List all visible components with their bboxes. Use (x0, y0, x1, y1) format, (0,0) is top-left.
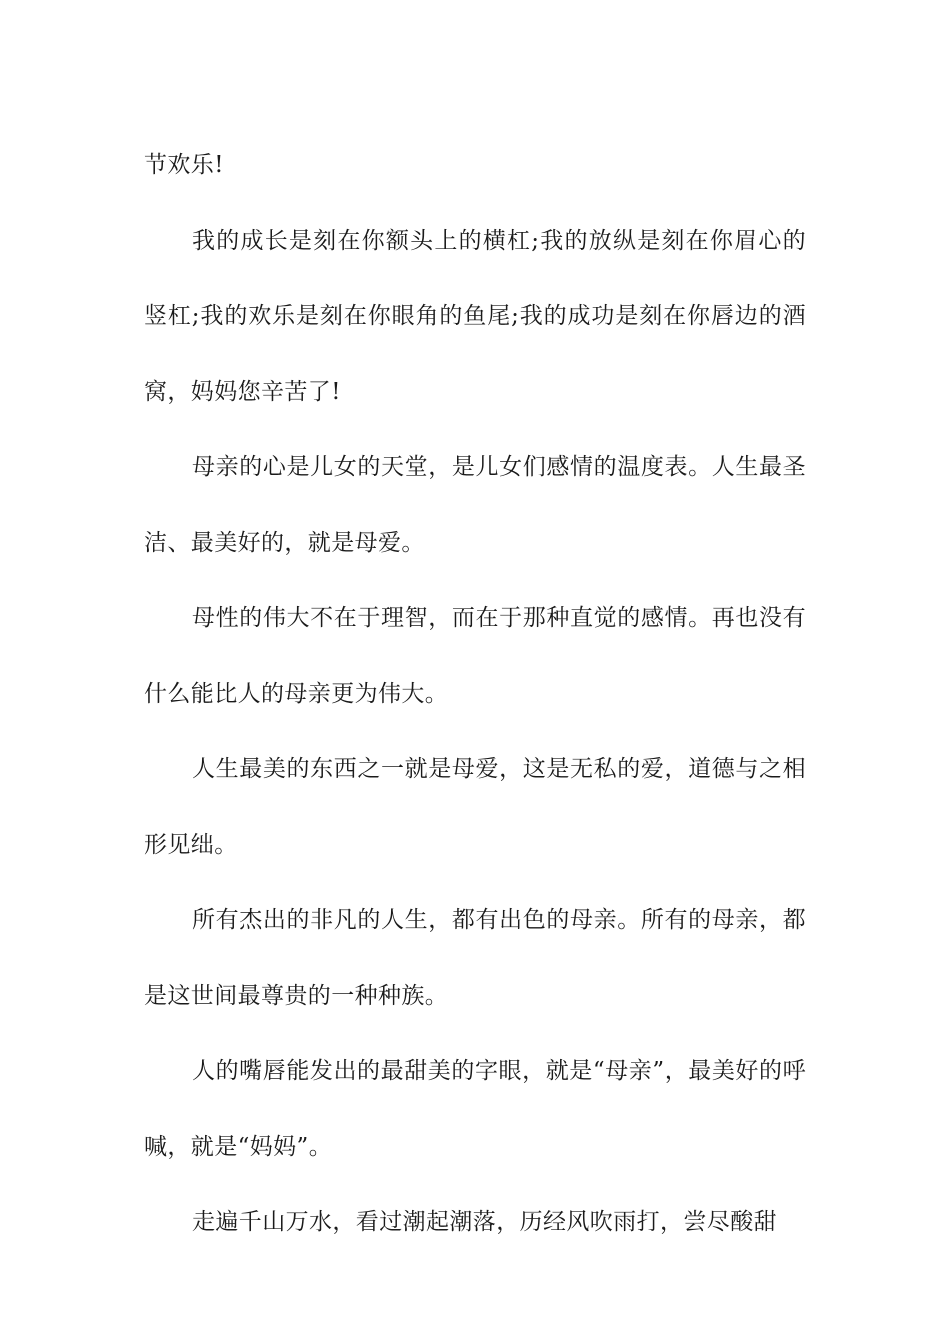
paragraph-5: 人生最美的东西之一就是母爱，这是无私的爱，道德与之相形见绌。 (144, 756, 806, 858)
paragraph-1: 节欢乐! (144, 152, 224, 178)
paragraph-7: 人的嘴唇能发出的最甜美的字眼，就是“母亲”，最美好的呼喊，就是“妈妈”。 (144, 1058, 806, 1160)
paragraph-3: 母亲的心是儿女的天堂，是儿女们感情的温度表。人生最圣洁、最美好的，就是母爱。 (144, 454, 806, 556)
paragraph-8: 走遍千山万水，看过潮起潮落，历经风吹雨打，尝尽酸甜 (192, 1209, 777, 1235)
paragraph-6: 所有杰出的非凡的人生，都有出色的母亲。所有的母亲，都是这世间最尊贵的一种种族。 (144, 907, 806, 1009)
paragraph-2: 我的成长是刻在你额头上的横杠;我的放纵是刻在你眉心的竖杠;我的欢乐是刻在你眼角的鱼尾;我的成功是刻在你唇边的酒窝，妈妈您辛苦了! (144, 227, 806, 405)
document-body (144, 128, 806, 1261)
paragraph-4: 母性的伟大不在于理智，而在于那种直觉的感情。再也没有什么能比人的母亲更为伟大。 (144, 605, 806, 707)
